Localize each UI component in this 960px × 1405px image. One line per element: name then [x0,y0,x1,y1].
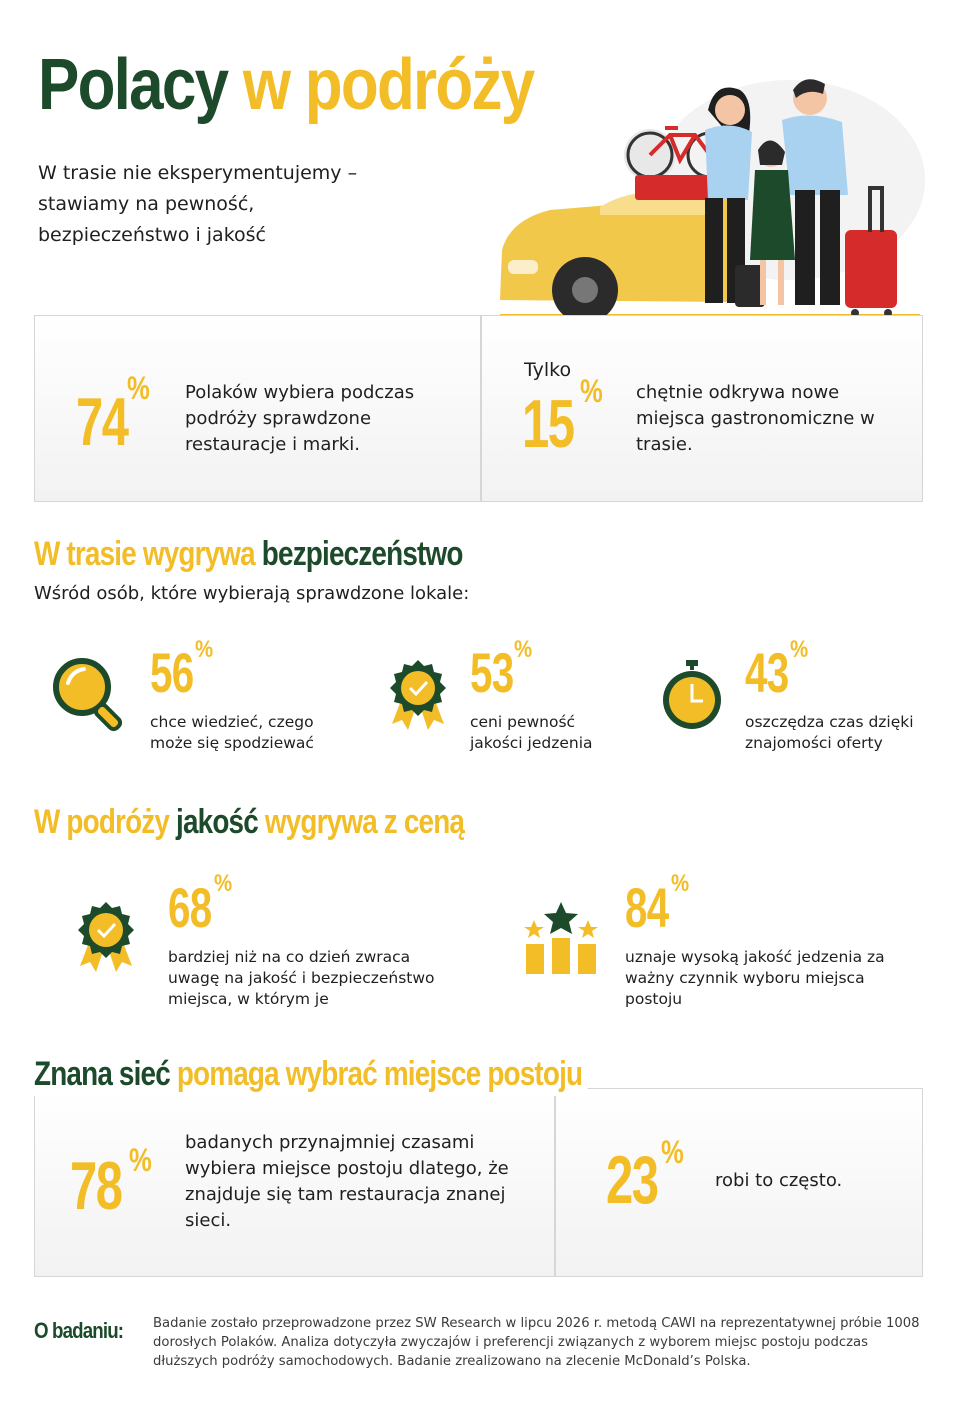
stat-56-value: 56 [150,641,194,704]
section2-heading-part2: jakość [176,803,258,841]
section2-heading [34,800,464,844]
stat-15-prefix: Tylko [524,359,572,381]
section3-heading-part1: Znana sieć [34,1055,170,1093]
title-part1: Polacy [38,45,228,125]
stat-68-value: 68 [168,876,212,939]
title-part2: w podróży [242,45,534,125]
stat-15-value: 15 [522,386,574,462]
stat-84-value: 84 [625,876,669,939]
stat-84-text: uznaje wysoką jakość jedzenia za ważny czynnik wyboru miejsca postoju [625,948,885,1008]
stat-68-unit: % [214,870,233,897]
section2-heading-part1: W podróży [34,803,170,841]
section1-heading [34,532,463,576]
page-title [38,42,533,128]
section1-heading-part1: W trasie wygrywa [34,535,255,573]
stat-74-unit: % [127,370,150,406]
stat-15-unit: % [580,373,603,409]
stat-74-text: Polaków wybiera podczas podróży sprawdzone restauracje i marki. [185,382,415,455]
stat-23-unit: % [661,1134,684,1170]
stat-23-text: robi to często. [715,1170,843,1191]
stat-84-unit: % [671,870,690,897]
quality-badge-icon [388,658,448,732]
stat-23-value: 23 [606,1142,658,1218]
stopwatch-icon [660,660,724,732]
stat-56-unit: % [195,636,214,663]
section2-heading-part3: wygrywa z ceną [264,803,465,841]
stat-68-text: bardziej niż na co dzień zwraca uwagę na jakość i bezpieczeństwo miejsca, w którym je [168,948,435,1008]
section3-heading [34,1052,587,1096]
stat-15-text: chętnie odkrywa nowe miejsca gastronomiczne w trasie. [636,382,875,455]
top-stats-divider [480,316,482,501]
stat-53-text: ceni pewność jakości jedzenia [470,713,593,752]
stat-43-unit: % [790,636,809,663]
section1-intro: Wśród osób, które wybierają sprawdzone lokale: [34,583,470,604]
family-travel-illustration [490,70,930,325]
section1-heading-part2: bezpieczeństwo [261,535,463,573]
page-subtitle: W trasie nie eksperymentujemy – stawiamy na pewność, bezpieczeństwo i jakość [38,162,358,246]
quality-badge-icon [76,900,136,974]
footer-heading: O badaniu: [34,1318,124,1343]
stat-53-value: 53 [470,641,514,704]
stat-56-text: chce wiedzieć, czego może się spodziewać [150,713,314,752]
stat-53-unit: % [514,636,533,663]
stat-74-value: 74 [76,384,128,460]
stat-78-unit: % [129,1142,152,1178]
magnifier-icon [50,655,130,735]
footer-text: Badanie zostało przeprowadzone przez SW Research w lipcu 2026 r. metodą CAWI na reprezentatywnej próbie 1008 dorosłych Polaków. Analiza dotyczyła zwyczajów i preferencji związanych z wyborem miejsc postoju podczas dłuższych podróży samochodowych. Badanie zrealizowano na zlecenie McDonald’s Polska. [153,1316,920,1369]
stat-43-value: 43 [745,641,789,704]
section3-heading-part2: pomaga wybrać miejsce postoju [176,1055,583,1093]
star-podium-icon [522,902,600,974]
bottom-stats-divider [554,1089,556,1276]
stat-78-text: badanych przynajmniej czasami wybiera miejsce postoju dlatego, że znajduje się tam restauracja znanej sieci. [185,1132,509,1231]
stat-43-text: oszczędza czas dzięki znajomości oferty [745,713,914,752]
stat-78-value: 78 [70,1148,122,1224]
